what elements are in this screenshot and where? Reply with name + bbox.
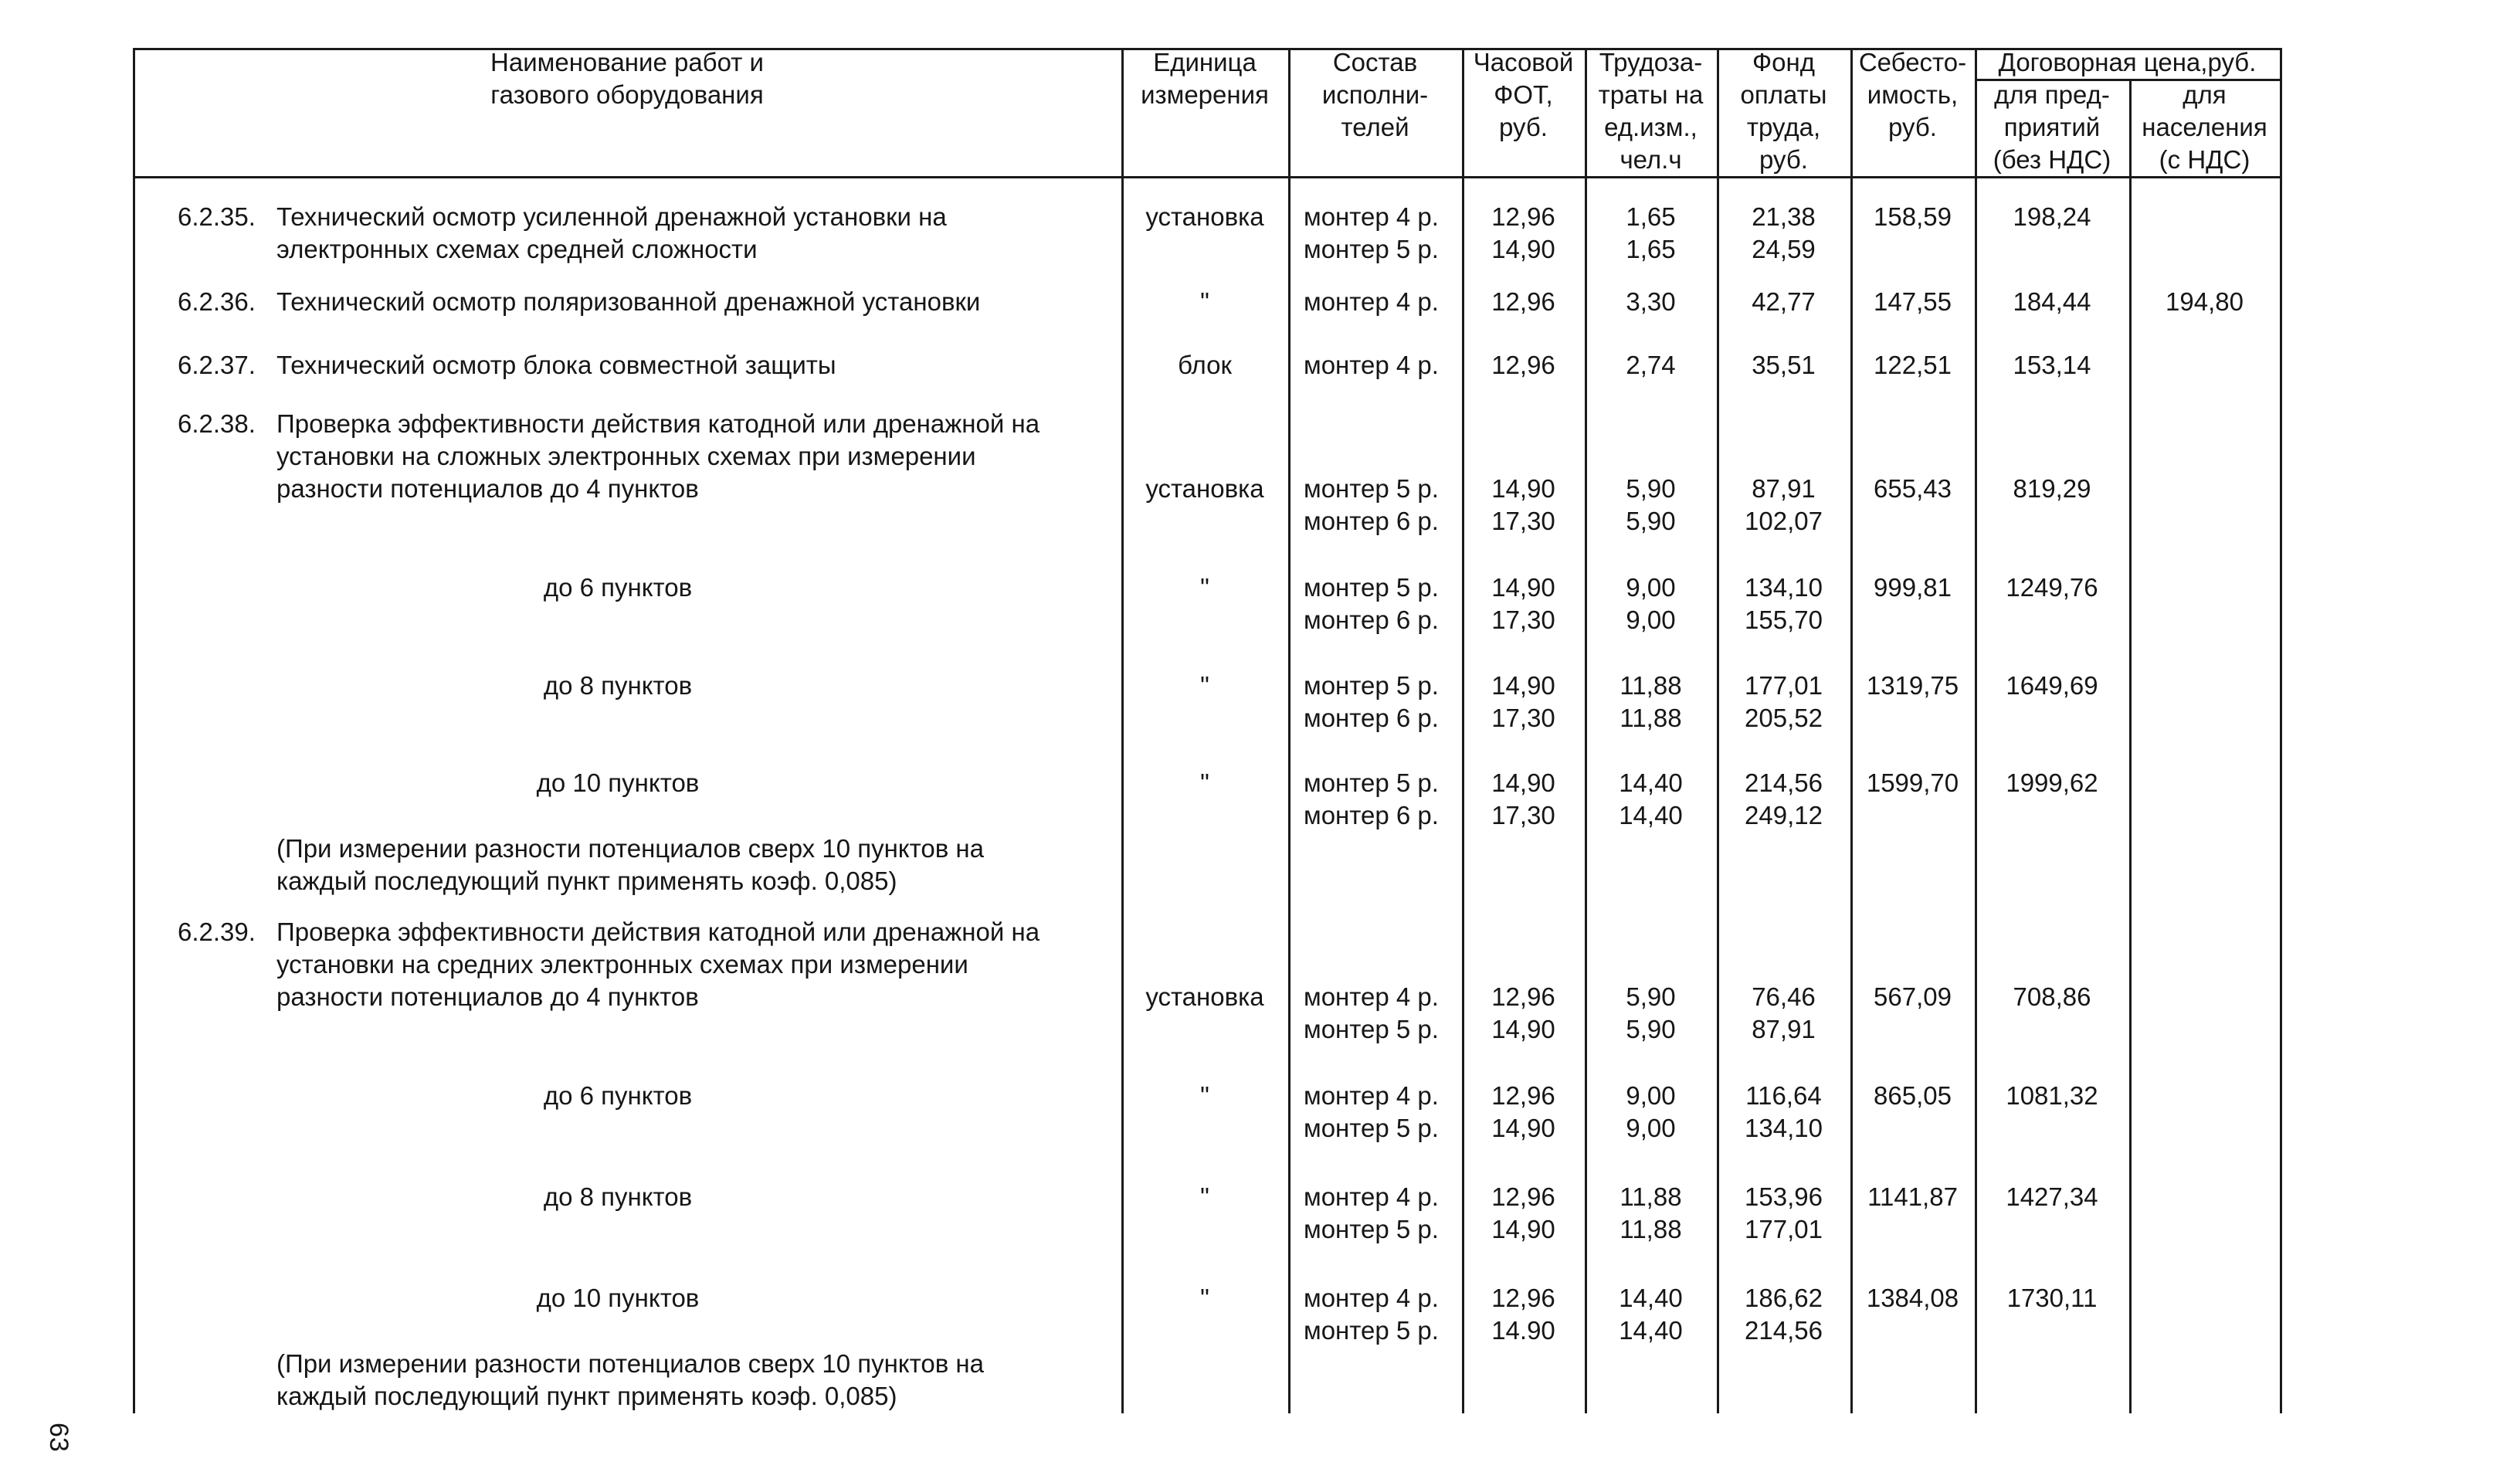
- row-price-enterprise: 1730,11: [2006, 1284, 2098, 1312]
- row-unit: блок: [1178, 351, 1232, 379]
- row-wage-fund: 214,56: [1745, 1316, 1823, 1345]
- row-hourly-pay: 14,90: [1491, 474, 1555, 503]
- row-wage-fund: 35,51: [1752, 351, 1816, 379]
- row-labor: 11,88: [1620, 1182, 1682, 1211]
- row-name-line: до 6 пунктов: [543, 573, 693, 602]
- row-wage-fund: 177,01: [1745, 671, 1823, 700]
- header-enterprise-line-0: для пред-: [1994, 80, 2110, 109]
- row-name-line: каждый последующий пункт применять коэф. 0,085): [276, 867, 897, 895]
- row-labor: 11,88: [1620, 671, 1682, 700]
- row-wage-fund: 155,70: [1745, 605, 1823, 634]
- header-wage-fund-line-3: руб.: [1759, 145, 1808, 174]
- row-name-line: Технический осмотр усиленной дренажной установки на: [276, 202, 947, 231]
- row-hourly-pay: 12,96: [1491, 1182, 1555, 1211]
- row-staff: монтер 5 р.: [1304, 768, 1439, 797]
- row-name-line: каждый последующий пункт применять коэф. 0,085): [276, 1382, 897, 1410]
- header-name-line-0: Наименование работ и: [490, 48, 764, 76]
- row-price-population: 194,80: [2166, 287, 2244, 316]
- header-population-line-0: для: [2183, 80, 2227, 109]
- header-name-line-1: газового оборудования: [490, 80, 764, 109]
- row-name-line: до 6 пунктов: [543, 1081, 693, 1110]
- row-unit: ": [1200, 1081, 1209, 1110]
- header-hourly-pay-line-0: Часовой: [1473, 48, 1574, 76]
- row-hourly-pay: 12,96: [1491, 1081, 1555, 1110]
- header-staff-line-0: Состав: [1332, 48, 1418, 76]
- row-staff: монтер 5 р.: [1304, 573, 1439, 602]
- header-contract-price: Договорная цена,руб.: [1998, 48, 2257, 76]
- row-staff: монтер 6 р.: [1304, 605, 1439, 634]
- row-hourly-pay: 17,30: [1491, 704, 1555, 732]
- header-hourly-pay-line-2: руб.: [1499, 113, 1548, 141]
- row-hourly-pay: 14,90: [1491, 671, 1555, 700]
- row-cost: 999,81: [1874, 573, 1952, 602]
- row-price-enterprise: 184,44: [2013, 287, 2091, 316]
- row-labor: 11,88: [1620, 1215, 1682, 1243]
- row-price-enterprise: 819,29: [2013, 474, 2091, 503]
- row-labor: 5,90: [1626, 1015, 1676, 1043]
- row-unit: ": [1200, 768, 1209, 797]
- row-labor: 9,00: [1626, 605, 1676, 634]
- row-cost: 655,43: [1874, 474, 1952, 503]
- row-wage-fund: 24,59: [1752, 235, 1816, 263]
- row-staff: монтер 6 р.: [1304, 507, 1439, 535]
- header-enterprise-line-1: приятий: [2003, 113, 2101, 141]
- row-cost: 122,51: [1874, 351, 1952, 379]
- row-wage-fund: 42,77: [1752, 287, 1816, 316]
- column-border-0: [133, 48, 135, 1413]
- row-wage-fund: 102,07: [1745, 507, 1823, 535]
- row-name-line: Технический осмотр блока совместной защиты: [276, 351, 836, 379]
- header-wage-fund-line-2: труда,: [1746, 113, 1821, 141]
- row-price-enterprise: 1649,69: [2006, 671, 2098, 700]
- row-unit: ": [1200, 1284, 1209, 1312]
- row-staff: монтер 6 р.: [1304, 704, 1439, 732]
- header-cost-line-1: имость,: [1867, 80, 1959, 109]
- row-unit: ": [1200, 1182, 1209, 1211]
- row-wage-fund: 21,38: [1752, 202, 1816, 231]
- row-unit: установка: [1145, 202, 1264, 231]
- header-labor-line-0: Трудоза-: [1599, 48, 1703, 76]
- row-wage-fund: 249,12: [1745, 801, 1823, 829]
- row-labor: 14,40: [1619, 1316, 1683, 1345]
- row-staff: монтер 4 р.: [1304, 982, 1439, 1011]
- row-name-line: (При измерении разности потенциалов сверх 10 пунктов на: [276, 1349, 984, 1378]
- header-enterprise-line-2: (без НДС): [1993, 145, 2111, 174]
- row-hourly-pay: 14,90: [1491, 1114, 1555, 1142]
- row-name-line: установки на сложных электронных схемах при измерении: [276, 442, 976, 470]
- row-cost: 1599,70: [1866, 768, 1959, 797]
- row-hourly-pay: 12,96: [1491, 202, 1555, 231]
- row-staff: монтер 4 р.: [1304, 202, 1439, 231]
- row-labor: 14,40: [1619, 768, 1683, 797]
- row-wage-fund: 134,10: [1745, 1114, 1823, 1142]
- header-labor-line-2: ед.изм.,: [1604, 113, 1698, 141]
- row-hourly-pay: 12,96: [1491, 982, 1555, 1011]
- header-population-line-2: (с НДС): [2159, 145, 2250, 174]
- row-labor: 5,90: [1626, 982, 1676, 1011]
- row-wage-fund: 76,46: [1752, 982, 1816, 1011]
- row-hourly-pay: 14,90: [1491, 573, 1555, 602]
- row-labor: 9,00: [1626, 1081, 1676, 1110]
- row-unit: ": [1200, 573, 1209, 602]
- row-price-enterprise: 1999,62: [2006, 768, 2098, 797]
- row-labor: 11,88: [1620, 704, 1682, 732]
- row-hourly-pay: 14,90: [1491, 235, 1555, 263]
- header-unit-line-1: измерения: [1141, 80, 1269, 109]
- row-hourly-pay: 12,96: [1491, 351, 1555, 379]
- row-staff: монтер 4 р.: [1304, 287, 1439, 316]
- row-staff: монтер 4 р.: [1304, 1284, 1439, 1312]
- header-bottom-border: [133, 176, 2282, 178]
- row-number: 6.2.36.: [178, 287, 256, 316]
- row-name-line: установки на средних электронных схемах при измерении: [276, 950, 968, 979]
- row-cost: 158,59: [1874, 202, 1952, 231]
- row-number: 6.2.37.: [178, 351, 256, 379]
- row-unit: установка: [1145, 474, 1264, 503]
- row-wage-fund: 214,56: [1745, 768, 1823, 797]
- column-border-8: [2129, 79, 2132, 1413]
- row-price-enterprise: 708,86: [2013, 982, 2091, 1011]
- row-number: 6.2.38.: [178, 409, 256, 438]
- row-staff: монтер 5 р.: [1304, 1114, 1439, 1142]
- row-wage-fund: 177,01: [1745, 1215, 1823, 1243]
- row-price-enterprise: 1081,32: [2006, 1081, 2098, 1110]
- row-wage-fund: 186,62: [1745, 1284, 1823, 1312]
- row-name-line: электронных схемах средней сложности: [276, 235, 758, 263]
- row-staff: монтер 4 р.: [1304, 351, 1439, 379]
- row-labor: 5,90: [1626, 507, 1676, 535]
- header-labor-line-1: траты на: [1598, 80, 1704, 109]
- row-wage-fund: 116,64: [1745, 1081, 1822, 1110]
- row-wage-fund: 87,91: [1752, 1015, 1816, 1043]
- header-unit-line-0: Единица: [1153, 48, 1257, 76]
- row-labor: 3,30: [1626, 287, 1676, 316]
- header-wage-fund-line-1: оплаты: [1740, 80, 1827, 109]
- row-labor: 9,00: [1626, 573, 1676, 602]
- row-hourly-pay: 12,96: [1491, 1284, 1555, 1312]
- row-name-line: до 10 пунктов: [536, 1284, 700, 1312]
- row-cost: 1384,08: [1866, 1284, 1959, 1312]
- row-name-line: Проверка эффективности действия катодной или дренажной на: [276, 409, 1040, 438]
- row-name-line: до 8 пунктов: [543, 671, 693, 700]
- row-staff: монтер 4 р.: [1304, 1081, 1439, 1110]
- row-number: 6.2.39.: [178, 918, 256, 946]
- header-hourly-pay-line-1: ФОТ,: [1494, 80, 1553, 109]
- row-name-line: разности потенциалов до 4 пунктов: [276, 474, 699, 503]
- row-hourly-pay: 17,30: [1491, 605, 1555, 634]
- row-name-line: до 10 пунктов: [536, 768, 700, 797]
- row-staff: монтер 5 р.: [1304, 474, 1439, 503]
- header-staff-line-1: исполни-: [1321, 80, 1429, 109]
- row-unit: ": [1200, 287, 1209, 316]
- row-number: 6.2.35.: [178, 202, 256, 231]
- row-cost: 567,09: [1874, 982, 1952, 1011]
- row-labor: 14,40: [1619, 801, 1683, 829]
- header-cost-line-0: Себесто-: [1858, 48, 1967, 76]
- header-population-line-1: населения: [2142, 113, 2267, 141]
- row-price-enterprise: 1249,76: [2006, 573, 2098, 602]
- row-labor: 1,65: [1626, 202, 1676, 231]
- column-border-2: [1288, 48, 1291, 1413]
- row-unit: ": [1200, 671, 1209, 700]
- row-cost: 1141,87: [1867, 1182, 1958, 1211]
- row-hourly-pay: 14,90: [1491, 768, 1555, 797]
- row-name-line: (При измерении разности потенциалов сверх 10 пунктов на: [276, 834, 984, 863]
- row-hourly-pay: 17,30: [1491, 507, 1555, 535]
- row-hourly-pay: 12,96: [1491, 287, 1555, 316]
- column-border-9: [2280, 48, 2282, 1413]
- row-wage-fund: 153,96: [1745, 1182, 1823, 1211]
- row-unit: установка: [1145, 982, 1264, 1011]
- row-name-line: Проверка эффективности действия катодной или дренажной на: [276, 918, 1040, 946]
- row-staff: монтер 5 р.: [1304, 1015, 1439, 1043]
- row-cost: 1319,75: [1866, 671, 1959, 700]
- header-staff-line-2: телей: [1341, 113, 1409, 141]
- row-price-enterprise: 153,14: [2013, 351, 2091, 379]
- row-name-line: Технический осмотр поляризованной дренажной установки: [276, 287, 981, 316]
- row-labor: 1,65: [1626, 235, 1676, 263]
- row-price-enterprise: 1427,34: [2006, 1182, 2098, 1211]
- row-staff: монтер 5 р.: [1304, 671, 1439, 700]
- row-name-line: разности потенциалов до 4 пунктов: [276, 982, 699, 1011]
- row-hourly-pay: 14.90: [1491, 1316, 1555, 1345]
- row-staff: монтер 4 р.: [1304, 1182, 1439, 1211]
- row-cost: 147,55: [1874, 287, 1952, 316]
- header-cost-line-2: руб.: [1888, 113, 1937, 141]
- row-hourly-pay: 17,30: [1491, 801, 1555, 829]
- row-labor: 9,00: [1626, 1114, 1676, 1142]
- row-hourly-pay: 14,90: [1491, 1215, 1555, 1243]
- row-labor: 5,90: [1626, 474, 1676, 503]
- row-labor: 2,74: [1626, 351, 1676, 379]
- row-wage-fund: 134,10: [1745, 573, 1823, 602]
- page-number: 63: [44, 1423, 73, 1452]
- row-labor: 14,40: [1619, 1284, 1683, 1312]
- row-staff: монтер 5 р.: [1304, 235, 1439, 263]
- row-cost: 865,05: [1874, 1081, 1952, 1110]
- row-price-enterprise: 198,24: [2013, 202, 2091, 231]
- row-hourly-pay: 14,90: [1491, 1015, 1555, 1043]
- row-staff: монтер 5 р.: [1304, 1316, 1439, 1345]
- row-staff: монтер 5 р.: [1304, 1215, 1439, 1243]
- row-wage-fund: 205,52: [1745, 704, 1823, 732]
- header-wage-fund-line-0: Фонд: [1752, 48, 1815, 76]
- row-wage-fund: 87,91: [1752, 474, 1816, 503]
- header-labor-line-3: чел.ч: [1620, 145, 1682, 174]
- row-staff: монтер 6 р.: [1304, 801, 1439, 829]
- row-name-line: до 8 пунктов: [543, 1182, 693, 1211]
